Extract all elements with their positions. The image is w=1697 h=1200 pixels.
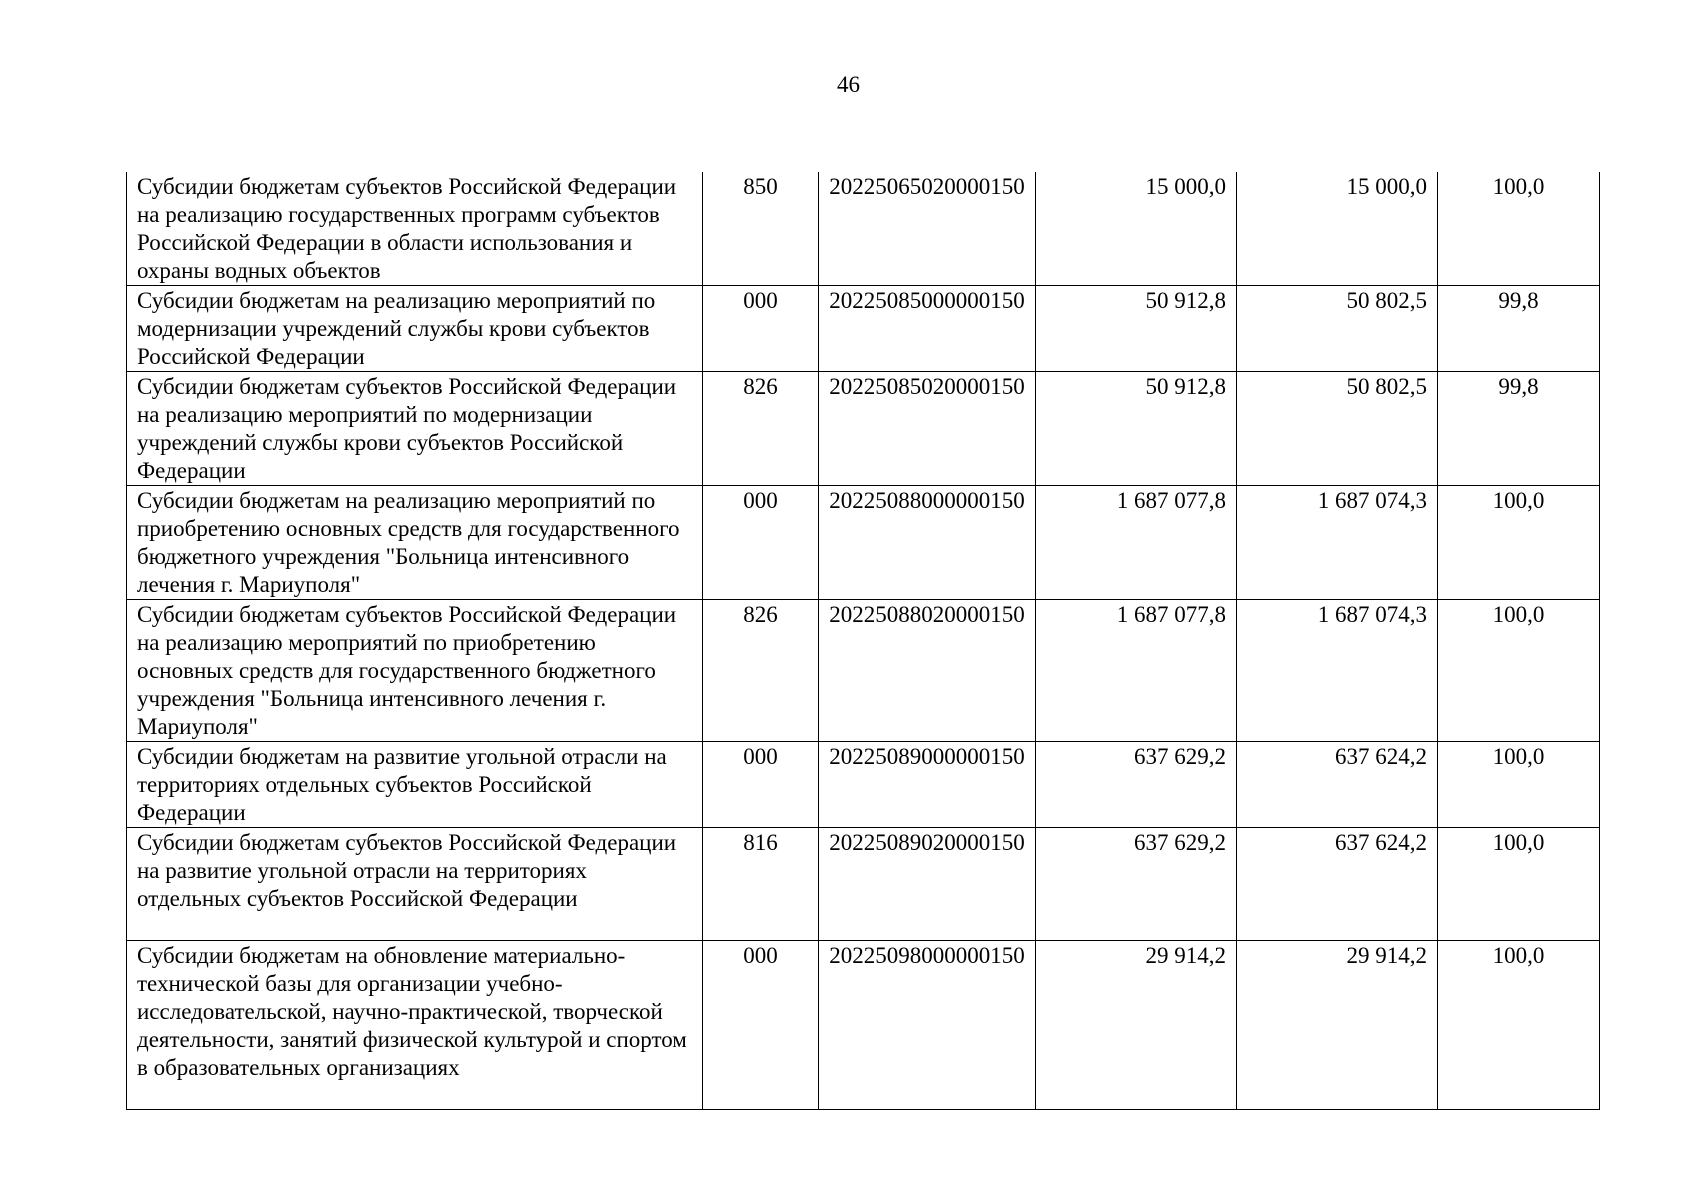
budget-table-body: [127, 172, 1600, 1110]
table-row: [127, 828, 1600, 941]
row-actual: 29 914,2: [1237, 941, 1438, 1110]
row-actual: 637 624,2: [1237, 742, 1438, 828]
row-kbk: 20225088000000150: [819, 486, 1036, 600]
row-percent: 100,0: [1438, 486, 1600, 600]
table-row: [127, 286, 1600, 372]
row-percent: 100,0: [1438, 742, 1600, 828]
row-name: Субсидии бюджетам субъектов Российской Федерации на реализацию государственных программ субъектов Российской Федерации в области использования и охраны водных объектов: [127, 172, 703, 286]
row-percent: 100,0: [1438, 828, 1600, 941]
table-row: [127, 600, 1600, 742]
row-kbk: 20225089000000150: [819, 742, 1036, 828]
row-planned: 29 914,2: [1036, 941, 1237, 1110]
row-percent: 100,0: [1438, 941, 1600, 1110]
row-admin-code: 000: [703, 486, 819, 600]
row-admin-code: 000: [703, 286, 819, 372]
row-name: Субсидии бюджетам субъектов Российской Федерации на развитие угольной отрасли на территориях отдельных субъектов Российской Федерации: [127, 828, 703, 941]
page-number: 46: [837, 72, 860, 97]
row-admin-code: 816: [703, 828, 819, 941]
row-percent: 100,0: [1438, 172, 1600, 286]
row-name: Субсидии бюджетам субъектов Российской Федерации на реализацию мероприятий по модернизации учреждений службы крови субъектов Российской Федерации: [127, 372, 703, 486]
row-actual: 1 687 074,3: [1237, 600, 1438, 742]
table-row: [127, 486, 1600, 600]
row-admin-code: 000: [703, 941, 819, 1110]
row-actual: 50 802,5: [1237, 372, 1438, 486]
row-actual: 637 624,2: [1237, 828, 1438, 941]
table-row: [127, 172, 1600, 286]
budget-table: [126, 172, 1600, 1110]
row-percent: 99,8: [1438, 372, 1600, 486]
row-name: Субсидии бюджетам на развитие угольной отрасли на территориях отдельных субъектов Российской Федерации: [127, 742, 703, 828]
row-actual: 15 000,0: [1237, 172, 1438, 286]
row-planned: 1 687 077,8: [1036, 600, 1237, 742]
row-name: Субсидии бюджетам на реализацию мероприятий по модернизации учреждений службы крови субъектов Российской Федерации: [127, 286, 703, 372]
row-admin-code: 850: [703, 172, 819, 286]
row-planned: 1 687 077,8: [1036, 486, 1237, 600]
row-actual: 1 687 074,3: [1237, 486, 1438, 600]
row-kbk: 20225065020000150: [819, 172, 1036, 286]
row-kbk: 20225089020000150: [819, 828, 1036, 941]
row-admin-code: 826: [703, 600, 819, 742]
row-name: Субсидии бюджетам субъектов Российской Федерации на реализацию мероприятий по приобретению основных средств для государственного бюджетного учреждения "Больница интенсивного лечения г. Мариуполя": [127, 600, 703, 742]
row-planned: 637 629,2: [1036, 828, 1237, 941]
row-planned: 50 912,8: [1036, 372, 1237, 486]
row-planned: 637 629,2: [1036, 742, 1237, 828]
row-admin-code: 000: [703, 742, 819, 828]
table-row: [127, 372, 1600, 486]
row-percent: 100,0: [1438, 600, 1600, 742]
row-planned: 50 912,8: [1036, 286, 1237, 372]
row-planned: 15 000,0: [1036, 172, 1237, 286]
table-row: [127, 742, 1600, 828]
row-kbk: 20225088020000150: [819, 600, 1036, 742]
row-admin-code: 826: [703, 372, 819, 486]
table-row: [127, 941, 1600, 1110]
row-actual: 50 802,5: [1237, 286, 1438, 372]
row-kbk: 20225098000000150: [819, 941, 1036, 1110]
row-kbk: 20225085020000150: [819, 372, 1036, 486]
row-percent: 99,8: [1438, 286, 1600, 372]
row-kbk: 20225085000000150: [819, 286, 1036, 372]
row-name: Субсидии бюджетам на реализацию мероприятий по приобретению основных средств для государственного бюджетного учреждения "Больница интенсивного лечения г. Мариуполя": [127, 486, 703, 600]
row-name: Субсидии бюджетам на обновление материально-технической базы для организации учебно-исследовательской, научно-практической, творческой деятельности, занятий физической культурой и спортом в образовательных организациях: [127, 941, 703, 1110]
